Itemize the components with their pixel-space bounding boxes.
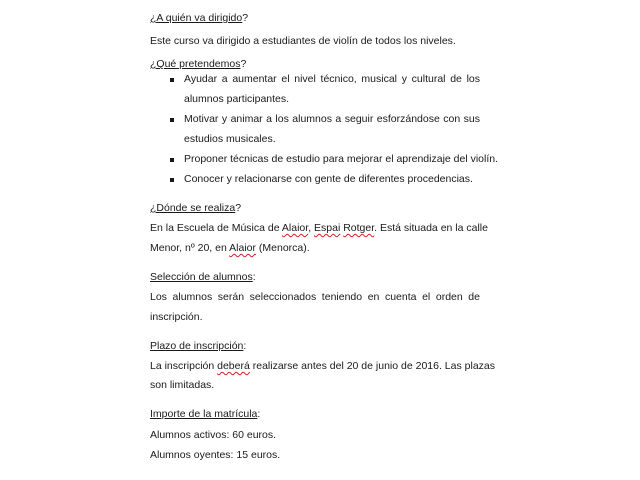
goal-bullet-2-line1: Motivar y animar a los alumnos a seguir esforzándose con sus [184, 113, 480, 125]
bullet-square-icon [170, 158, 174, 162]
selection-line2: inscripción. [150, 311, 203, 323]
goal-bullet-4-line1: Conocer y relacionarse con gente de diferentes procedencias. [184, 173, 473, 185]
goals-heading [150, 58, 246, 70]
deadline-heading-tail: : [243, 340, 247, 352]
town-name: Alaior [281, 222, 309, 234]
goal-bullet-2 [150, 113, 480, 129]
goal-bullet-1-cont [150, 93, 480, 109]
spellcheck-word: deberá [217, 360, 250, 372]
selection-heading [150, 271, 256, 283]
document-page [150, 0, 499, 480]
goal-bullet-2-cont [150, 133, 480, 149]
fee-active: Alumnos activos: 60 euros. [150, 429, 277, 441]
location-line2: Menor, nº 20, en Alaior (Menorca). [150, 242, 310, 254]
selection-heading-text: Selección de alumnos [150, 271, 253, 283]
audience-heading-tail: ? [242, 12, 249, 24]
selection-line1: Los alumnos serán seleccionados teniendo en cuenta el orden de [150, 291, 480, 303]
bullet-square-icon [170, 178, 174, 182]
selection-heading-tail: : [252, 271, 256, 283]
goals-heading-text: ¿Qué pretendemos [150, 58, 241, 70]
venue-name-1: Espai [314, 222, 341, 234]
goals-heading-tail: ? [240, 58, 247, 70]
goal-bullet-1-line1: Ayudar a aumentar el nivel técnico, musical y cultural de los [184, 73, 480, 85]
fee-heading [150, 408, 260, 420]
town-name: Alaior [229, 242, 256, 254]
audience-text: Este curso va dirigido a estudiantes de violín de todos los niveles. [150, 35, 456, 47]
fee-listener: Alumnos oyentes: 15 euros. [150, 449, 281, 461]
deadline-heading-text: Plazo de inscripción [150, 340, 244, 352]
deadline-line1: La inscripción deberá realizarse antes del 20 de junio de 2016. Las plazas [150, 360, 495, 372]
location-heading-tail: ? [235, 202, 242, 214]
fee-heading-text: Importe de la matrícula [150, 408, 258, 420]
goal-bullet-1-line2: alumnos participantes. [184, 93, 290, 105]
goal-bullet-3 [150, 153, 499, 169]
goal-bullet-4 [150, 173, 480, 189]
fee-heading-tail: : [257, 408, 261, 420]
deadline-line2: son limitadas. [150, 379, 215, 391]
venue-name-2: Rotger [343, 222, 375, 234]
location-heading [150, 202, 241, 214]
goal-bullet-1 [150, 73, 480, 89]
location-line1: En la Escuela de Música de Alaior, Espai Rotger. Está situada en la calle [150, 222, 488, 234]
bullet-square-icon [170, 78, 174, 82]
goal-bullet-2-line2: estudios musicales. [184, 133, 276, 145]
goal-bullet-3-line1: Proponer técnicas de estudio para mejorar el aprendizaje del violín. [184, 153, 499, 165]
bullet-square-icon [170, 118, 174, 122]
audience-heading-text: ¿A quién va dirigido [150, 12, 243, 24]
location-heading-text: ¿Dónde se realiza [150, 202, 236, 214]
deadline-heading [150, 340, 246, 352]
audience-heading [150, 12, 248, 24]
